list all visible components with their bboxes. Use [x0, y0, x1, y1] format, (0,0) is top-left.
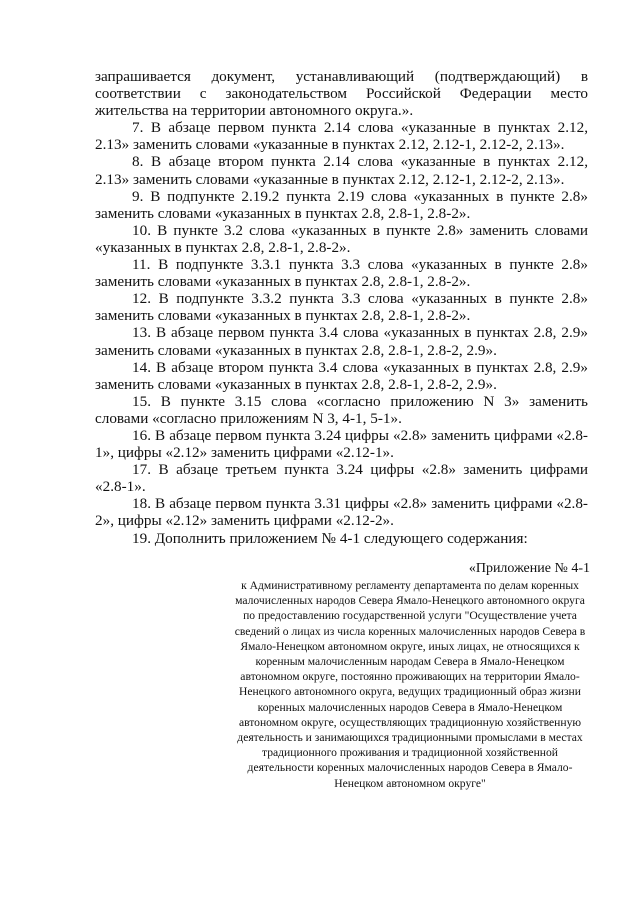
- paragraph-item-7: 7. В абзаце первом пункта 2.14 слова «указанные в пунктах 2.12, 2.13» заменить словами «указанные в пунктах 2.12, 2.12-1, 2.12-2, 2.13».: [95, 119, 588, 154]
- paragraph-item-15: 15. В пункте 3.15 слова «согласно приложению N 3» заменить словами «согласно приложениям N 3, 4-1, 5-1».: [95, 392, 588, 427]
- appendix-header: [230, 560, 590, 791]
- paragraph-item-16: 16. В абзаце первом пункта 3.24 цифры «2.8» заменить цифрами «2.8-1», цифры «2.12» заменить цифрами «2.12-1».: [95, 426, 588, 462]
- paragraph-item-9: 9. В подпункте 2.19.2 пункта 2.19 слова «указанных в пункте 2.8» заменить словами «указанных в пунктах 2.8, 2.8-1, 2.8-2».: [95, 187, 588, 222]
- paragraph-item-12: 12. В подпункте 3.3.2 пункта 3.3 слова «указанных в пункте 2.8» заменить словами «указанных в пунктах 2.8, 2.8-1, 2.8-2».: [95, 290, 588, 325]
- paragraph-item-17: 17. В абзаце третьем пункта 3.24 цифры «2.8» заменить цифрами «2.8-1».: [95, 461, 588, 496]
- paragraph-item-11: 11. В подпункте 3.3.1 пункта 3.3 слова «указанных в пункте 2.8» заменить словами «указанных в пунктах 2.8, 2.8-1, 2.8-2».: [95, 256, 588, 291]
- document-body: [95, 68, 588, 547]
- paragraph-item-13: 13. В абзаце первом пункта 3.4 слова «указанных в пунктах 2.8, 2.9» заменить словами «указанных в пунктах 2.8, 2.8-1, 2.8-2, 2.9».: [95, 324, 588, 359]
- appendix-description: к Административному регламенту департамента по делам коренных малочисленных народов Севера Ямало-Ненецкого автономного округа по предоставлению государственной услуги "Осуществление учета сведений о лицах из числа коренных малочисленных народов Севера в Ямало-Ненецком автономном округе, иных лицах, не относящихся к коренным малочисленным народам Севера в Ямало-Ненецком автономном округе, постоянно проживающих на территории Ямало-Ненецкого автономного округа, ведущих традиционный образ жизни коренных малочисленных народов Севера в Ямало-Ненецком автономном округе, осуществляющих традиционную хозяйственную деятельность и занимающихся традиционными промыслами в местах традиционного проживания и традиционной хозяйственной деятельности коренных малочисленных народов Севера в Ямало-Ненецком автономном округе": [234, 579, 586, 790]
- paragraph-continuation: запрашивается документ, устанавливающий (подтверждающий) в соответствии с законодательством Российской Федерации место жительства на территории автономного округа.».: [95, 68, 588, 120]
- paragraph-item-14: 14. В абзаце втором пункта 3.4 слова «указанных в пунктах 2.8, 2.9» заменить словами «указанных в пунктах 2.8, 2.8-1, 2.8-2, 2.9».: [95, 358, 588, 393]
- paragraph-item-10: 10. В пункте 3.2 слова «указанных в пункте 2.8» заменить словами «указанных в пунктах 2.8, 2.8-1, 2.8-2».: [95, 221, 588, 256]
- paragraph-item-19: 19. Дополнить приложением № 4-1 следующего содержания:: [132, 529, 528, 547]
- paragraph-item-18: 18. В абзаце первом пункта 3.31 цифры «2.8» заменить цифрами «2.8-2», цифры «2.12» заменить цифрами «2.12-2».: [95, 495, 588, 530]
- paragraph-item-8: 8. В абзаце втором пункта 2.14 слова «указанные в пунктах 2.12, 2.13» заменить словами «указанные в пунктах 2.12, 2.12-1, 2.12-2, 2.13».: [95, 153, 588, 188]
- appendix-title: «Приложение № 4-1: [468, 561, 590, 576]
